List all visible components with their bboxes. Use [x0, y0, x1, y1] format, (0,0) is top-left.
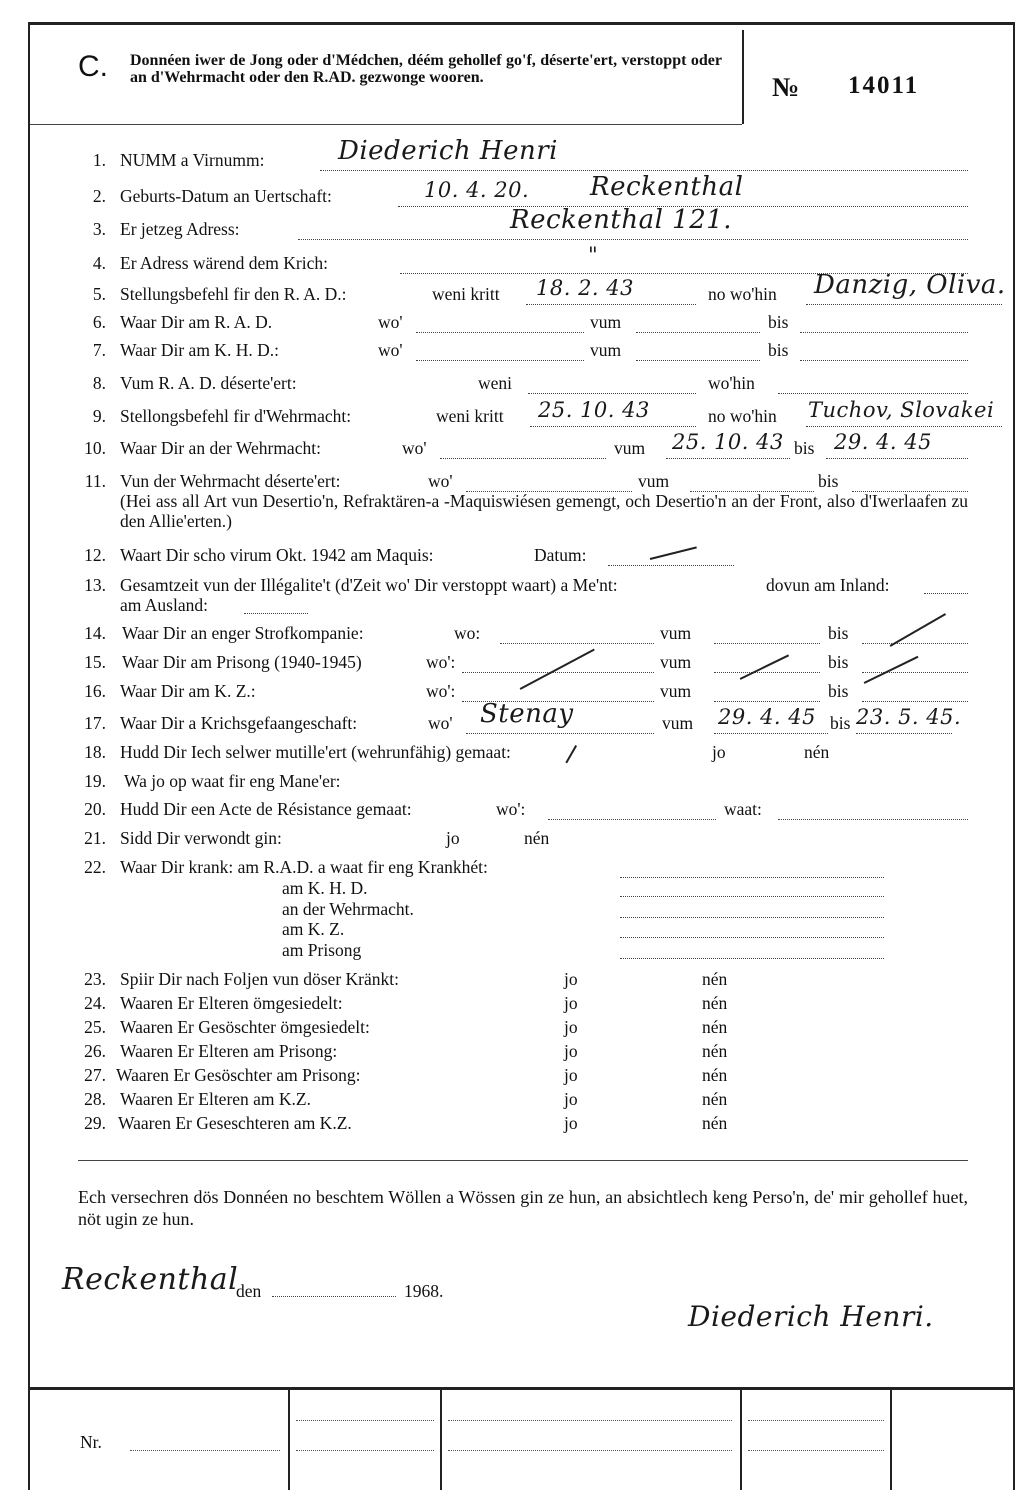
- item-label: Waar Dir am R. A. D.: [120, 312, 273, 332]
- item-label: Waar Dir an enger Strofkompanie:: [122, 623, 364, 643]
- word-vum: vum: [662, 713, 694, 733]
- item-label: Stellungsbefehl fir den R. A. D.:: [120, 284, 347, 304]
- item-number: 10.: [84, 438, 106, 458]
- option-no[interactable]: nén: [702, 1017, 728, 1037]
- item-label: Waaren Er Geseschteren am K.Z.: [118, 1113, 352, 1133]
- word-bis: bis: [794, 438, 815, 458]
- word-bis: bis: [768, 340, 789, 360]
- answer-line[interactable]: [528, 393, 696, 394]
- answer-from: 25. 10. 43: [672, 430, 784, 454]
- item-number: 12.: [84, 545, 106, 565]
- word-no-wohin: no wo'hin: [708, 284, 777, 304]
- word-wo: wo': [428, 471, 453, 491]
- item-label: Waart Dir scho virum Okt. 1942 am Maquis:: [120, 545, 434, 565]
- signature: Diederich Henri.: [688, 1300, 934, 1333]
- item-number: 15.: [84, 652, 106, 672]
- item-label: Hudd Dir een Acte de Résistance gemaat:: [120, 799, 412, 819]
- option-yes[interactable]: jo: [564, 1017, 578, 1037]
- item-number: 9.: [92, 406, 106, 426]
- item-number: 1.: [92, 150, 106, 170]
- item-label: Waar Dir a Krichsgefaangeschaft:: [120, 713, 358, 733]
- word-weni-kritt: weni kritt: [432, 284, 500, 304]
- word-wo: wo':: [426, 681, 456, 701]
- answer-line[interactable]: [526, 304, 696, 305]
- footer-line[interactable]: [296, 1420, 434, 1421]
- answer-line[interactable]: [714, 643, 820, 644]
- item-label: Vun der Wehrmacht déserte'ert:: [120, 471, 341, 491]
- answer-address: Reckenthal 121.: [510, 205, 733, 235]
- answer-line[interactable]: [714, 672, 820, 673]
- item-number: 21.: [84, 828, 106, 848]
- item-label: Waar Dir am K. Z.:: [120, 681, 256, 701]
- option-yes[interactable]: jo: [446, 828, 460, 848]
- sub-label: am K. H. D.: [282, 878, 368, 898]
- item-11-note: (Hei ass all Art vun Desertio'n, Refraktären-a -Maquiswiésen gemengt, och Desertio'n an der Front, also d'Iwerlaafen zu den Allie'erten.): [120, 491, 968, 531]
- answer-line[interactable]: [620, 917, 884, 918]
- answer-line[interactable]: [320, 170, 968, 171]
- item-label: Spiir Dir nach Foljen vun döser Kränkt:: [120, 969, 399, 989]
- word-bis: bis: [828, 681, 849, 701]
- option-yes[interactable]: jo: [564, 1113, 578, 1133]
- answer-line[interactable]: [620, 896, 884, 897]
- answer-line[interactable]: [466, 733, 654, 734]
- answer-date: 25. 10. 43: [538, 398, 650, 422]
- section-letter: C.: [78, 50, 108, 83]
- word-wo: wo': [378, 312, 403, 332]
- item-label: Gesamtzeit vun der Illégalite't (d'Zeit wo' Dir verstoppt waart) a Me'nt:: [120, 575, 618, 595]
- answer-line[interactable]: [806, 426, 1002, 427]
- signing-year: 1968.: [404, 1281, 444, 1301]
- word-vum: vum: [590, 340, 622, 360]
- footer-line[interactable]: [448, 1420, 732, 1421]
- word-weni: weni: [478, 373, 513, 393]
- answer-line[interactable]: [244, 613, 308, 614]
- item-number: 26.: [84, 1041, 106, 1061]
- word-wo: wo':: [426, 652, 456, 672]
- word-wo: wo': [378, 340, 403, 360]
- word-vum: vum: [590, 312, 622, 332]
- item-label: Waaren Er Gesöschter ömgesiedelt:: [120, 1017, 370, 1037]
- footer-column-divider: [740, 1390, 742, 1490]
- option-yes[interactable]: jo: [564, 1065, 578, 1085]
- item-number: 17.: [84, 713, 106, 733]
- word-bis: bis: [828, 623, 849, 643]
- date-line[interactable]: [272, 1296, 396, 1297]
- answer-line[interactable]: [298, 239, 968, 240]
- answer-line[interactable]: [666, 458, 790, 459]
- word-den: den: [236, 1281, 262, 1301]
- sub-label: am Prisong: [282, 940, 362, 960]
- answer-place: Danzig, Oliva.: [814, 270, 1006, 300]
- footer-column-divider: [890, 1390, 892, 1490]
- answer-line[interactable]: [862, 672, 968, 673]
- answer-name: Diederich Henri: [338, 136, 558, 166]
- item-number: 2.: [92, 186, 106, 206]
- answer-line[interactable]: [548, 819, 716, 820]
- answer-line[interactable]: [826, 458, 968, 459]
- answer-to: 29. 4. 45: [834, 430, 933, 454]
- footer-line[interactable]: [748, 1420, 884, 1421]
- footer-nr-label: Nr.: [80, 1432, 102, 1452]
- word-no-wohin: no wo'hin: [708, 406, 777, 426]
- option-no[interactable]: nén: [702, 969, 728, 989]
- option-yes[interactable]: jo: [564, 993, 578, 1013]
- option-no[interactable]: nén: [804, 742, 830, 762]
- option-no[interactable]: nén: [702, 993, 728, 1013]
- item-label: Waaren Er Gesöschter am Prisong:: [116, 1065, 361, 1085]
- answer-line[interactable]: [800, 332, 968, 333]
- option-no[interactable]: nén: [524, 828, 550, 848]
- footer-column-divider: [288, 1390, 290, 1490]
- answer-line[interactable]: [462, 672, 654, 673]
- answer-line[interactable]: [620, 958, 884, 959]
- item-number: 20.: [84, 799, 106, 819]
- header-divider: [742, 30, 744, 124]
- footer-nr-line[interactable]: [130, 1450, 280, 1451]
- sub-label: an der Wehrmacht.: [282, 899, 414, 919]
- item-label: Stellongsbefehl fir d'Wehrmacht:: [120, 406, 352, 426]
- item-number: 7.: [92, 340, 106, 360]
- word-wo: wo': [402, 438, 427, 458]
- answer-line[interactable]: [636, 360, 760, 361]
- word-vum: vum: [660, 623, 692, 643]
- word-inland: dovun am Inland:: [766, 575, 890, 595]
- word-bis: bis: [828, 652, 849, 672]
- option-yes[interactable]: jo: [712, 742, 726, 762]
- answer-to: 23. 5. 45.: [856, 705, 962, 729]
- item-number: 16.: [84, 681, 106, 701]
- word-wo: wo':: [496, 799, 526, 819]
- item-number: 13.: [84, 575, 106, 595]
- answer-line[interactable]: [714, 733, 828, 734]
- answer-line[interactable]: [440, 458, 606, 459]
- answer-place: Stenay: [480, 699, 574, 729]
- answer-line[interactable]: [862, 643, 968, 644]
- answer-ditto: ": [588, 243, 599, 267]
- answer-line[interactable]: [416, 332, 584, 333]
- word-vum: vum: [660, 681, 692, 701]
- answer-line[interactable]: [800, 360, 968, 361]
- item-number: 3.: [92, 219, 106, 239]
- item-label: Geburts-Datum an Uertschaft:: [120, 186, 332, 206]
- item-label: Waaren Er Elteren ömgesiedelt:: [120, 993, 343, 1013]
- word-vum: vum: [660, 652, 692, 672]
- declaration-text: Ech versechren dös Donnéen no beschtem Wöllen a Wössen gin ze hun, an absichtlech keng Perso'n, de' mir gehollef huet, nöt ugin ze hun.: [78, 1187, 968, 1229]
- word-vum: vum: [638, 471, 670, 491]
- item-number: 23.: [84, 969, 106, 989]
- word-wo: wo:: [454, 623, 481, 643]
- sub-label: am K. Z.: [282, 919, 345, 939]
- item-number: 25.: [84, 1017, 106, 1037]
- item-number: 6.: [92, 312, 106, 332]
- word-bis: bis: [830, 713, 851, 733]
- word-waat: waat:: [724, 799, 762, 819]
- number-sign: №: [772, 72, 800, 102]
- answer-line[interactable]: [714, 701, 820, 702]
- answer-line[interactable]: [620, 937, 884, 938]
- answer-line[interactable]: [620, 877, 884, 878]
- item-number: 27.: [84, 1065, 106, 1085]
- section-divider: [78, 1160, 968, 1161]
- answer-date: 18. 2. 43: [536, 276, 635, 300]
- item-label: Sidd Dir verwondt gin:: [120, 828, 282, 848]
- item-label: Vum R. A. D. déserte'ert:: [120, 373, 297, 393]
- word-ausland: am Ausland:: [120, 595, 208, 615]
- footer-line[interactable]: [448, 1450, 732, 1451]
- item-number: 8.: [92, 373, 106, 393]
- item-label: Wa jo op waat fir eng Mane'er:: [124, 771, 341, 791]
- item-label: Er Adress wärend dem Krich:: [120, 253, 328, 273]
- word-wohin: wo'hin: [708, 373, 755, 393]
- item-label: NUMM a Virnumm:: [120, 150, 265, 170]
- item-number: 29.: [84, 1113, 106, 1133]
- word-bis: bis: [818, 471, 839, 491]
- item-number: 18.: [84, 742, 106, 762]
- answer-from: 29. 4. 45: [718, 705, 817, 729]
- item-label: Waar Dir am Prisong (1940-1945): [122, 652, 362, 672]
- item-number: 24.: [84, 993, 106, 1013]
- footer-rule: [28, 1387, 1015, 1390]
- footer-line[interactable]: [296, 1450, 434, 1451]
- item-label: Waaren Er Elteren am Prisong:: [120, 1041, 338, 1061]
- signing-place: Reckenthal: [62, 1262, 239, 1297]
- word-vum: vum: [614, 438, 646, 458]
- word-wo: wo': [428, 713, 453, 733]
- answer-line[interactable]: [416, 360, 584, 361]
- answer-line[interactable]: [608, 565, 734, 566]
- item-label: Hudd Dir Iech selwer mutille'ert (wehrunfähig) gemaat:: [120, 742, 511, 762]
- option-yes[interactable]: jo: [564, 1041, 578, 1061]
- option-yes[interactable]: jo: [564, 969, 578, 989]
- item-label: Er jetzeg Adress:: [120, 219, 240, 239]
- word-weni-kritt: weni kritt: [436, 406, 504, 426]
- answer-line[interactable]: [806, 304, 1002, 305]
- answer-line[interactable]: [636, 332, 760, 333]
- answer-line[interactable]: [778, 819, 968, 820]
- item-number: 22.: [84, 857, 106, 877]
- item-number: 19.: [84, 771, 106, 791]
- option-no[interactable]: nén: [702, 1113, 728, 1133]
- answer-line[interactable]: [924, 593, 968, 594]
- footer-column-divider: [440, 1390, 442, 1490]
- header-rule: [30, 124, 742, 125]
- item-number: 28.: [84, 1089, 106, 1109]
- answer-place: Tuchov, Slovakei: [808, 398, 995, 422]
- option-no[interactable]: nén: [702, 1089, 728, 1109]
- item-number: 11.: [84, 471, 106, 491]
- item-label: Waaren Er Elteren am K.Z.: [120, 1089, 311, 1109]
- word-bis: bis: [768, 312, 789, 332]
- answer-line[interactable]: [778, 393, 968, 394]
- answer-line[interactable]: [500, 643, 654, 644]
- item-number: 5.: [92, 284, 106, 304]
- item-label: Waar Dir an der Wehrmacht:: [120, 438, 321, 458]
- option-no[interactable]: nén: [702, 1041, 728, 1061]
- form-title: Donnéen iwer de Jong oder d'Médchen, déém gehollef go'f, déserte'ert, verstoppt oder an d'Wehrmacht oder den R.AD. gezwonge wooren.: [130, 52, 722, 86]
- word-datum: Datum:: [534, 545, 587, 565]
- answer-place: Reckenthal: [590, 172, 744, 202]
- answer-line[interactable]: [530, 426, 696, 427]
- item-label: Waar Dir krank: am R.A.D. a waat fir eng Krankhét:: [120, 857, 488, 877]
- item-label: Waar Dir am K. H. D.:: [120, 340, 279, 360]
- item-number: 14.: [84, 623, 106, 643]
- form-number: 14011: [848, 72, 920, 99]
- option-no[interactable]: nén: [702, 1065, 728, 1085]
- footer-line[interactable]: [748, 1450, 884, 1451]
- answer-line[interactable]: [856, 733, 952, 734]
- option-yes[interactable]: jo: [564, 1089, 578, 1109]
- item-number: 4.: [92, 253, 106, 273]
- answer-date: 10. 4. 20.: [424, 178, 530, 202]
- answer-line[interactable]: [862, 701, 968, 702]
